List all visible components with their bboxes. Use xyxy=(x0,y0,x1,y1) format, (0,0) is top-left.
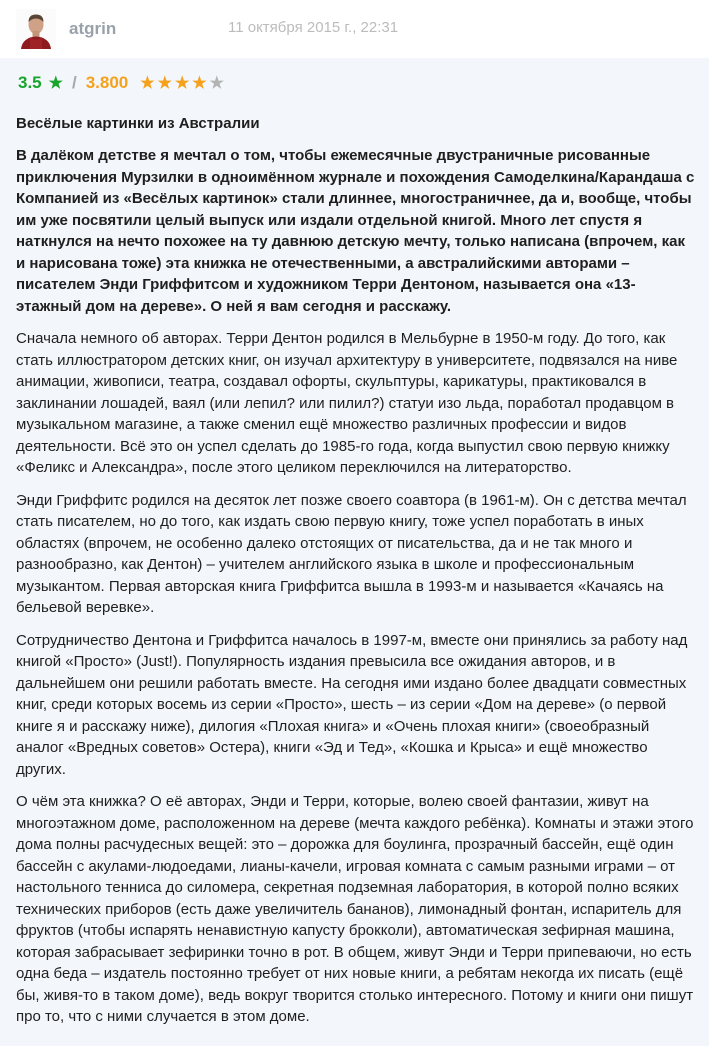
average-stars xyxy=(140,73,227,93)
username-link[interactable]: atgrin xyxy=(69,19,117,38)
average-score: 3.800 xyxy=(85,73,129,92)
review-title: Весёлые картинки из Австралии xyxy=(16,115,260,132)
rating-row xyxy=(18,73,697,93)
empty-star-icon: ★ xyxy=(209,75,227,92)
review-date: 11 октября 2015 г., 22:31 xyxy=(228,19,399,36)
review-paragraph: Сначала немного об авторах. Терри Дентон родился в Мельбурне в 1950-м году. До того, как стать иллюстратором детских книг, он изучал архитектуру в университете, подвязался на ниве анимации, живописи, театра, создавал офорты, скульптуры, карикатуры, практиковался в заклинании лошадей, ваял (или лепил? или пилил?) статуи изо льда, поработал продавцом в музыкальном магазине, а также сменил ещё множество различных профессии и видов деятельности. Всё это он успел сделать до 1985-го года, когда выпустил свою первую книжку «Феликс и Александра», после этого целиком переключился на литераторство. xyxy=(16,330,678,476)
review-content xyxy=(0,58,709,1046)
user-star-icon: ★ xyxy=(48,75,63,92)
review-paragraph: Энди Гриффитс родился на десяток лет позже своего соавтора (в 1961-м). Он с детства мечтал стать писателем, но до того, как издать свою первую книгу, тоже успел поработать в иных областях (впрочем, не особенно далеко отстоящих от писательства, да и не так много и разнообразно, как Дентон) – учителем английского языка в школе и профессиональным музыкантом. Первая авторская книга Гриффитса вышла в 1993-м и называется «Качаясь на бельевой веревке». xyxy=(16,491,687,616)
user-score: 3.5 xyxy=(18,73,42,92)
filled-stars-icon: ★★★★ xyxy=(140,75,210,92)
review-paragraph: В далёком детстве я мечтал о том, чтобы ежемесячные двустраничные рисованные приключения Мурзилки в одноимённом журнале и похождения Самоделкина/Карандаша с Компанией из «Весёлых картинок» стали длиннее, многостраничнее, да и, вообще, чтобы им уже посвятили целый выпуск или издали отдельной книгой. Много лет спустя я наткнулся на нечто похожее на ту давнюю детскую мечту, только написана (впрочем, как и нарисована тоже) эта книжка не отечественными, а австралийскими авторами – писателем Энди Гриффитсом и художником Терри Дентоном, называется она «13-этажный дом на дереве». О ней я вам сегодня и расскажу. xyxy=(16,147,695,315)
user-avatar-photo-icon xyxy=(16,9,56,49)
review-paragraph: О чём эта книжка? О её авторах, Энди и Терри, которые, волею своей фантазии, живут на многоэтажном доме, расположенном на дереве (мечта каждого ребёнка). Комнаты и этажи этого дома полны расчудесных вещей: это – дорожка для боулинга, прозрачный бассейн, ещё один бассейн с акулами-людоедами, лианы-качели, игровая комната с самым разными играми – от настольного тенниса до силомера, секретная подземная лаборатория, в которой полно всяких технических приборов (есть даже увеличитель бананов), лимонадный фонтан, испаритель для фруктов (чтобы испарять ненавистную капусту брокколи), автоматическая зефирная машина, которая забрасывает зефиринки точно в рот. В общем, живут Энди и Терри припеваючи, но есть одна беда – издатель постоянно требует от них новые книги, а ребятам некогда их писать (ещё бы, живя-то в таком доме), ведь вокруг творится столько интересного. Потому и книги они пишут про то, что с ними случается в этом доме. xyxy=(16,793,694,1025)
review-header xyxy=(0,0,709,58)
review-paragraph: Сотрудничество Дентона и Гриффитса началось в 1997-м, вместе они принялись за работу над книгой «Просто» (Just!). Популярность издания превысила все ожидания авторов, и в дальнейшем они решили работать вместе. На сегодня ими издано более двадцати совместных книг, среди которых восемь из серии «Просто», шесть – из серии «Дом на дереве» (о первой книге я и расскажу ниже), дилогия «Плохая книга» и «Очень плохая книги» (своеобразный аналог «Вредных советов» Остера), книги «Эд и Тед», «Кошка и Крыса» и ещё множество других. xyxy=(16,631,688,778)
score-separator: / xyxy=(71,73,77,92)
review-body xyxy=(16,145,697,1028)
user-avatar[interactable] xyxy=(16,9,56,49)
